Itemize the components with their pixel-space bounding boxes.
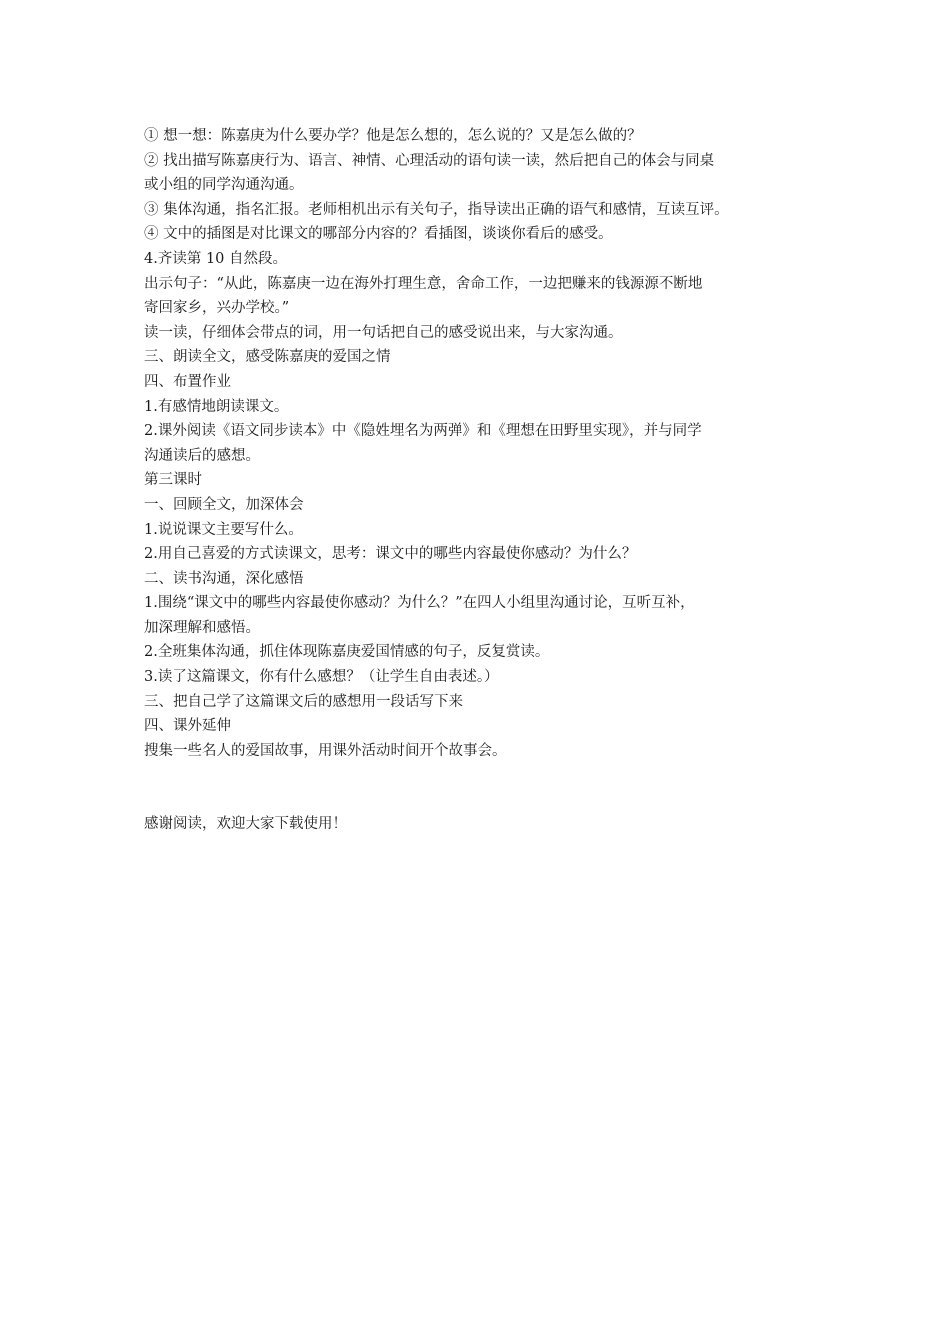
text-line: 3.读了这篇课文，你有什么感想？（让学生自由表述。） [144,669,499,686]
text-line: ① 想一想：陈嘉庚为什么要办学？他是怎么想的，怎么说的？又是怎么做的？ [144,128,642,144]
text-line: ③ 集体沟通，指名汇报。老师相机出示有关句子，指导读出正确的语气和感情，互读互评。 [144,201,729,218]
section-heading: 三、朗读全文，感受陈嘉庚的爱国之情 [144,349,391,366]
text-line: 读一读，仔细体会带点的词，用一句话把自己的感受说出来，与大家沟通。 [144,324,623,341]
text-line: 1.围绕“课文中的哪些内容最使你感动？为什么？”在四人小组里沟通讨论，互听互补， [144,595,695,612]
text-line: 搜集一些名人的爱国故事，用课外活动时间开个故事会。 [144,742,507,759]
text-line: 2.课外阅读《语文同步读本》中《隐姓埋名为两弹》和《理想在田野里实现》，并与同学 [144,423,702,440]
section-heading: 三、把自己学了这篇课文后的感想用一段话写下来 [144,693,463,710]
text-line: ② 找出描写陈嘉庚行为、语言、神情、心理活动的语句读一读，然后把自己的体会与同桌 [144,152,715,169]
lesson-heading: 第三课时 [144,472,202,489]
text-line: ④ 文中的插图是对比课文的哪部分内容的？看插图，谈谈你看后的感受。 [144,226,613,243]
section-heading: 四、课外延伸 [144,718,231,735]
document-body [144,124,824,837]
text-line: 4.齐读第 10 自然段。 [144,250,288,267]
section-heading: 四、布置作业 [144,373,231,390]
text-line: 1.有感情地朗读课文。 [144,398,289,415]
section-heading: 一、回顾全文，加深体会 [144,496,304,513]
blank-space [144,763,824,812]
text-line: 沟通读后的感想。 [144,447,260,464]
closing-note: 感谢阅读，欢迎大家下载使用！ [144,816,347,833]
section-heading: 二、读书沟通，深化感悟 [144,570,304,587]
text-line: 出示句子：“从此，陈嘉庚一边在海外打理生意，舍命工作，一边把赚来的钱源源不断地 [144,275,703,292]
text-line: 2.用自己喜爱的方式读课文，思考：课文中的哪些内容最使你感动？为什么？ [144,546,637,563]
text-line: 加深理解和感悟。 [144,619,260,636]
text-line: 2.全班集体沟通，抓住体现陈嘉庚爱国情感的句子，反复赏读。 [144,644,550,661]
text-line: 或小组的同学沟通沟通。 [144,177,304,194]
text-line: 寄回家乡，兴办学校。” [144,300,290,317]
text-line: 1.说说课文主要写什么。 [144,521,303,538]
